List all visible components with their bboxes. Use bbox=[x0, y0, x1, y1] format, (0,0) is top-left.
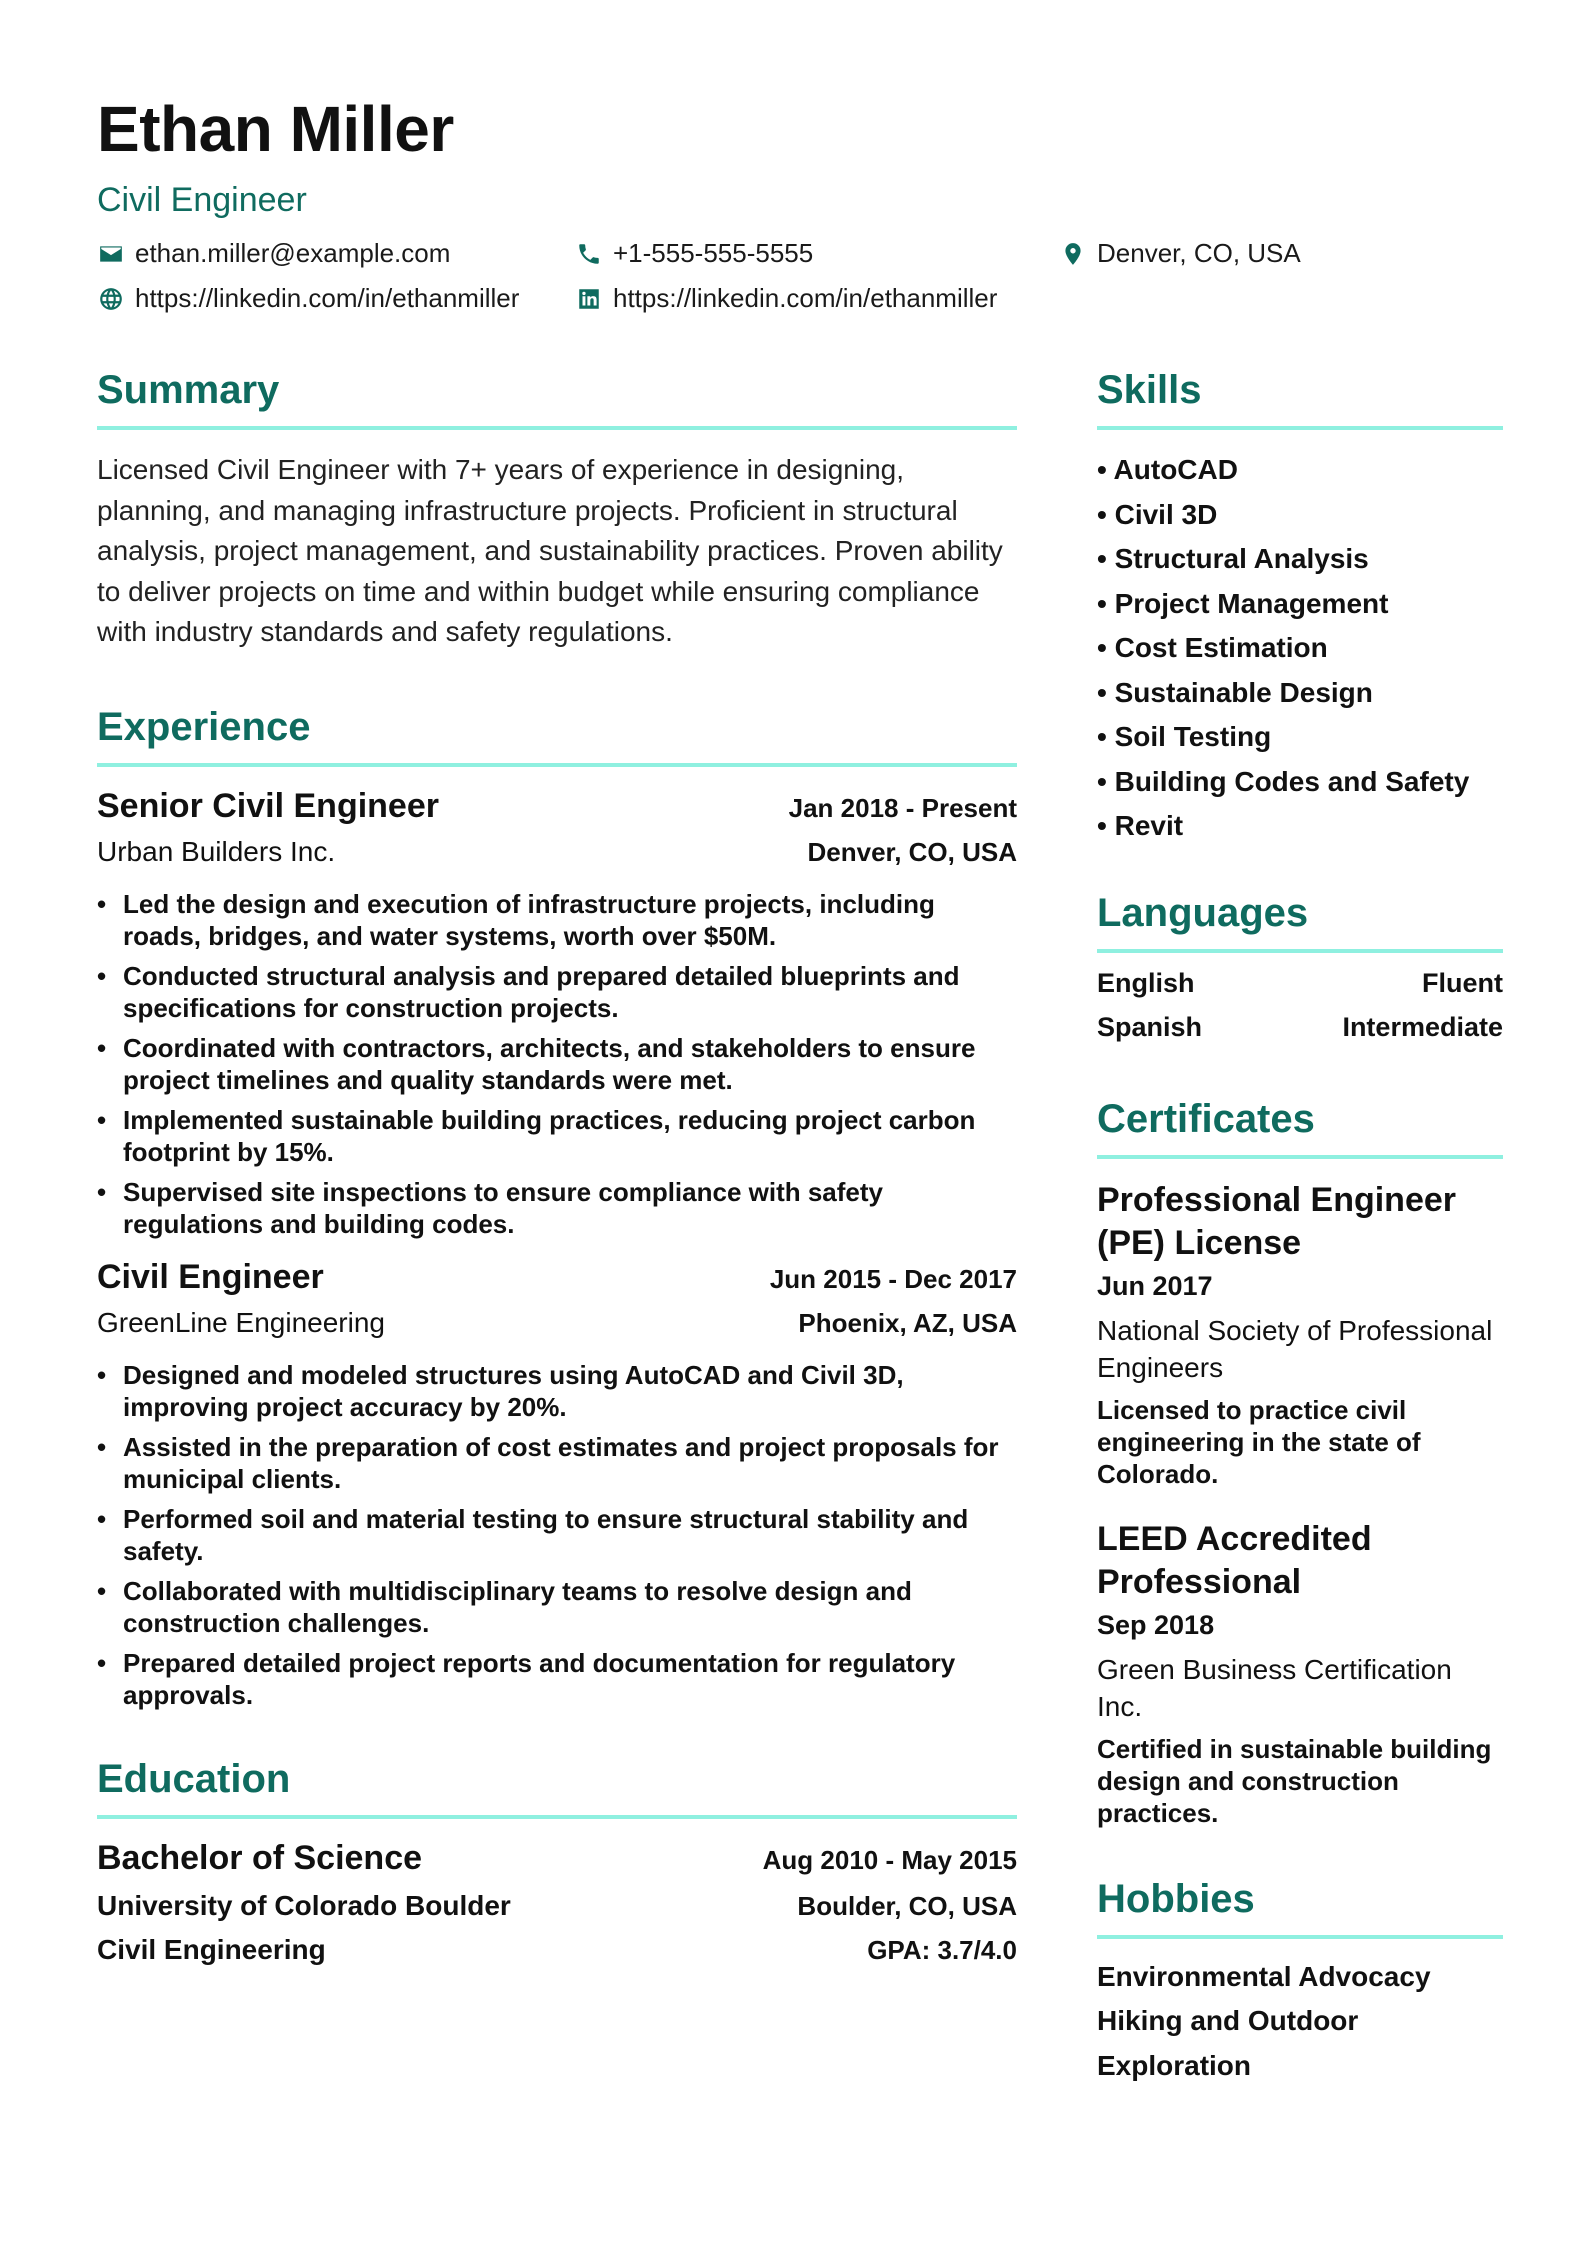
hobbies-section bbox=[1097, 1875, 1503, 2089]
education-date: Aug 2010 - May 2015 bbox=[762, 1844, 1017, 1875]
envelope-icon bbox=[97, 240, 125, 268]
skill-item: • Cost Estimation bbox=[1097, 626, 1503, 671]
job-location: Denver, CO, USA bbox=[807, 836, 1017, 867]
section-title-summary: Summary bbox=[97, 368, 280, 412]
location-text: Denver, CO, USA bbox=[1097, 238, 1301, 269]
section-divider bbox=[97, 1815, 1017, 1819]
certificate-issuer: National Society of Professional Engineers bbox=[1097, 1314, 1493, 1383]
job-date: Jan 2018 - Present bbox=[788, 792, 1017, 823]
contact-website[interactable] bbox=[97, 283, 575, 314]
job-title: Civil Engineer bbox=[97, 1257, 324, 1296]
job-title: Senior Civil Engineer bbox=[97, 786, 439, 825]
hobby-item: Environmental Advocacy bbox=[1097, 1960, 1431, 1992]
section-title-hobbies: Hobbies bbox=[1097, 1876, 1255, 1921]
globe-icon bbox=[97, 285, 125, 313]
job-bullet: • Performed soil and material testing to ensure structural stability and safety. bbox=[97, 1503, 1017, 1567]
language-row bbox=[1097, 965, 1503, 1001]
certificate-entry bbox=[1097, 1518, 1503, 1829]
location-pin-icon bbox=[1059, 240, 1087, 268]
sidebar-column bbox=[1097, 366, 1503, 2088]
linkedin-text: https://linkedin.com/in/ethanmiller bbox=[613, 283, 998, 314]
section-divider bbox=[1097, 949, 1503, 953]
job-entry bbox=[97, 1258, 1017, 1711]
skill-item: • Sustainable Design bbox=[1097, 671, 1503, 716]
education-gpa: GPA: 3.7/4.0 bbox=[867, 1934, 1017, 1965]
job-bullet: • Conducted structural analysis and prepared detailed blueprints and specifications for construction projects. bbox=[97, 960, 1017, 1024]
education-degree: Bachelor of Science bbox=[97, 1838, 423, 1877]
linkedin-icon bbox=[575, 285, 603, 313]
section-title-certificates: Certificates bbox=[1097, 1096, 1315, 1141]
certificate-title: LEED Accredited Professional bbox=[1097, 1519, 1372, 1601]
summary-section bbox=[97, 366, 1017, 653]
education-field: Civil Engineering bbox=[97, 1933, 326, 1965]
languages-section bbox=[1097, 889, 1503, 1045]
contact-linkedin[interactable] bbox=[575, 283, 1059, 314]
job-bullet: • Implemented sustainable building practices, reducing project carbon footprint by 15%. bbox=[97, 1104, 1017, 1168]
section-divider bbox=[1097, 1155, 1503, 1159]
certificate-date: Jun 2017 bbox=[1097, 1270, 1213, 1301]
job-date: Jun 2015 - Dec 2017 bbox=[769, 1263, 1017, 1294]
skill-item: • Building Codes and Safety bbox=[1097, 760, 1503, 805]
contact-info bbox=[97, 238, 1503, 314]
job-bullets bbox=[97, 1359, 1017, 1711]
email-text: ethan.miller@example.com bbox=[135, 238, 451, 269]
certificates-section bbox=[1097, 1095, 1503, 1829]
language-row bbox=[1097, 1009, 1503, 1045]
job-bullet: • Collaborated with multidisciplinary teams to resolve design and construction challenges. bbox=[97, 1575, 1017, 1639]
phone-text: +1-555-555-5555 bbox=[613, 238, 814, 269]
section-divider bbox=[97, 763, 1017, 767]
job-bullets bbox=[97, 888, 1017, 1240]
job-bullet: • Designed and modeled structures using AutoCAD and Civil 3D, improving project accuracy by 20%. bbox=[97, 1359, 1017, 1423]
job-company: Urban Builders Inc. bbox=[97, 835, 336, 867]
section-title-skills: Skills bbox=[1097, 368, 1202, 412]
section-divider bbox=[1097, 426, 1503, 430]
language-name: Spanish bbox=[1097, 1011, 1203, 1042]
phone-icon bbox=[575, 240, 603, 268]
certificate-description: Certified in sustainable building design and construction practices. bbox=[1097, 1733, 1492, 1828]
candidate-role: Civil Engineer bbox=[97, 181, 307, 220]
education-section bbox=[97, 1755, 1017, 1966]
main-column bbox=[97, 366, 1017, 1978]
skill-item: • Soil Testing bbox=[1097, 715, 1503, 760]
section-title-languages: Languages bbox=[1097, 890, 1309, 935]
skill-item: • Civil 3D bbox=[1097, 493, 1503, 538]
hobbies-list bbox=[1097, 1955, 1503, 2089]
section-title-education: Education bbox=[97, 1756, 291, 1801]
certificate-issuer: Green Business Certification Inc. bbox=[1097, 1653, 1452, 1722]
section-title-experience: Experience bbox=[97, 704, 311, 749]
language-level: Fluent bbox=[1422, 967, 1503, 998]
education-school: University of Colorado Boulder bbox=[97, 1889, 511, 1921]
job-entry bbox=[97, 787, 1017, 1240]
website-text: https://linkedin.com/in/ethanmiller bbox=[135, 283, 520, 314]
contact-location bbox=[1059, 238, 1459, 269]
education-entry bbox=[97, 1839, 1017, 1966]
job-bullet: • Led the design and execution of infrastructure projects, including roads, bridges, and water systems, worth over $50M. bbox=[97, 888, 1017, 952]
skill-item: • Revit bbox=[1097, 804, 1503, 849]
education-location: Boulder, CO, USA bbox=[797, 1890, 1017, 1921]
language-name: English bbox=[1097, 967, 1195, 998]
contact-email[interactable] bbox=[97, 238, 575, 269]
skills-section bbox=[1097, 366, 1503, 849]
section-divider bbox=[97, 426, 1017, 430]
experience-section bbox=[97, 703, 1017, 1711]
job-bullet: • Prepared detailed project reports and documentation for regulatory approvals. bbox=[97, 1647, 1017, 1711]
candidate-name: Ethan Miller bbox=[97, 93, 454, 165]
certificate-entry bbox=[1097, 1179, 1503, 1490]
section-divider bbox=[1097, 1935, 1503, 1939]
languages-list bbox=[1097, 965, 1503, 1045]
skill-item: • AutoCAD bbox=[1097, 448, 1503, 493]
certificate-description: Licensed to practice civil engineering in the state of Colorado. bbox=[1097, 1394, 1421, 1489]
resume-page bbox=[97, 93, 1503, 2081]
job-bullet: • Assisted in the preparation of cost estimates and project proposals for municipal clients. bbox=[97, 1431, 1017, 1495]
skill-item: • Structural Analysis bbox=[1097, 537, 1503, 582]
language-level: Intermediate bbox=[1342, 1011, 1503, 1042]
job-location: Phoenix, AZ, USA bbox=[798, 1307, 1017, 1338]
summary-text: Licensed Civil Engineer with 7+ years of experience in designing, planning, and managing infrastructure projects. Proficient in structural analysis, project management, and sustainability practices. Proven ability to deliver projects on time and within budget while ensuring compliance with industry standards and safety regulations. bbox=[97, 454, 1003, 647]
job-bullet: • Coordinated with contractors, architects, and stakeholders to ensure project timelines and quality standards were met. bbox=[97, 1032, 1017, 1096]
certificate-title: Professional Engineer (PE) License bbox=[1097, 1180, 1456, 1262]
contact-phone[interactable] bbox=[575, 238, 1059, 269]
certificate-date: Sep 2018 bbox=[1097, 1609, 1215, 1640]
job-bullet: • Supervised site inspections to ensure compliance with safety regulations and building codes. bbox=[97, 1176, 1017, 1240]
skills-list bbox=[1097, 448, 1503, 849]
job-company: GreenLine Engineering bbox=[97, 1306, 385, 1338]
hobby-item: Hiking and Outdoor Exploration bbox=[1097, 2005, 1359, 2081]
skill-item: • Project Management bbox=[1097, 582, 1503, 627]
